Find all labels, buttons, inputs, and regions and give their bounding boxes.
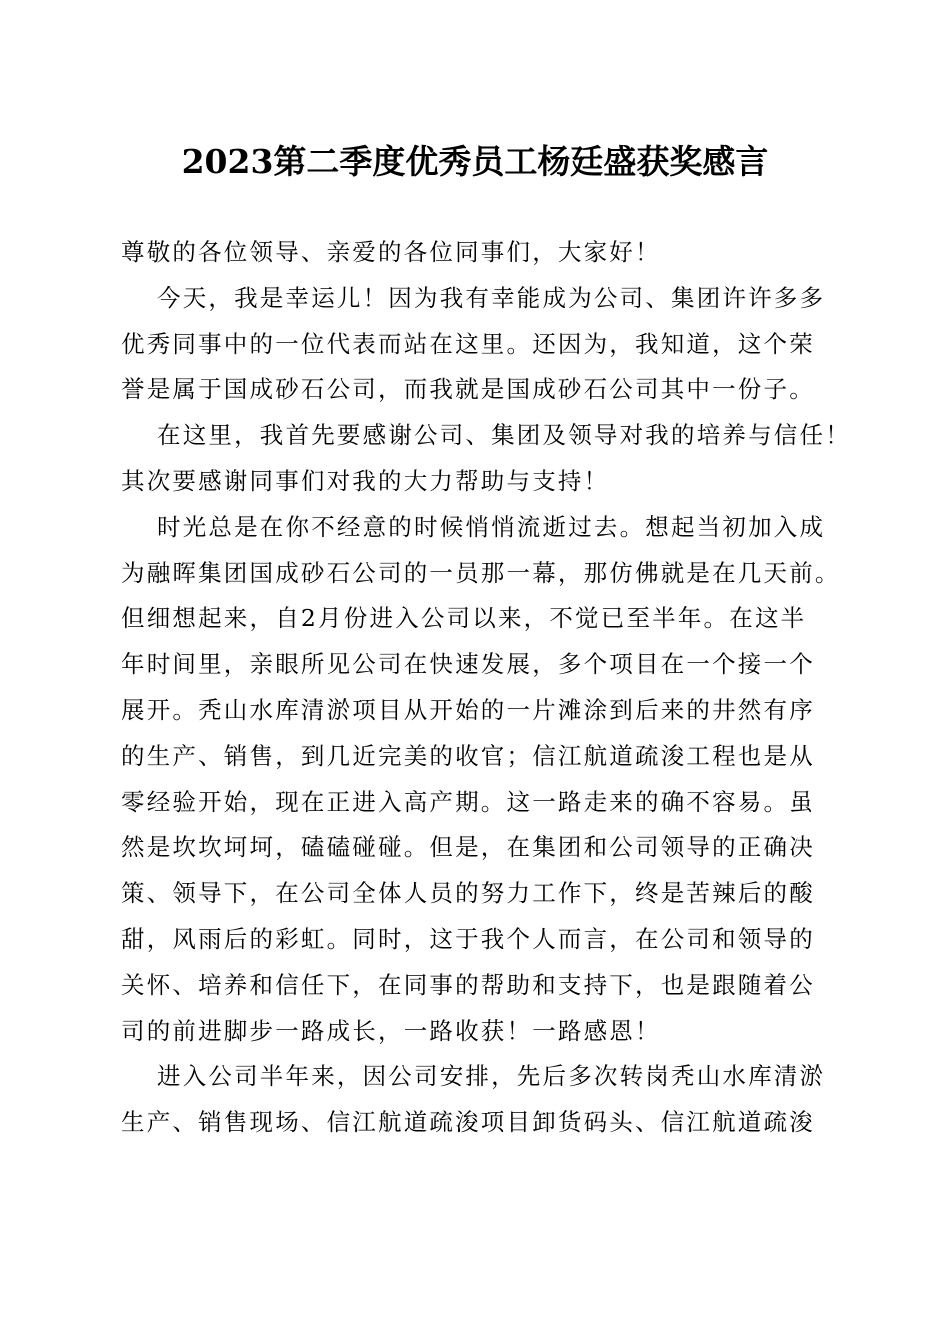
body-line: 其次要感谢同事们对我的大力帮助与支持！ xyxy=(121,466,610,495)
body-line: 生产、销售现场、信江航道疏浚项目卸货码头、信江航道疏浚 xyxy=(121,1108,815,1137)
document-body xyxy=(121,230,881,1146)
body-line: 今天，我是幸运儿！因为我有幸能成为公司、集团许许多多 xyxy=(157,283,826,312)
body-line: 关怀、培养和信任下，在同事的帮助和支持下，也是跟随着公 xyxy=(121,970,815,999)
body-line: 年时间里，亲眼所见公司在快速发展，多个项目在一个接一个 xyxy=(121,650,815,679)
body-line: 然是坎坎坷坷，磕磕碰碰。但是，在集团和公司领导的正确决 xyxy=(121,833,815,862)
body-line: 誉是属于国成砂石公司，而我就是国成砂石公司其中一份子。 xyxy=(121,375,815,404)
body-line: 优秀同事中的一位代表而站在这里。还因为，我知道，这个荣 xyxy=(121,329,815,358)
body-line: 为融晖集团国成砂石公司的一员那一幕，那仿佛就是在几天前。 xyxy=(121,558,841,587)
body-line: 零经验开始，现在正进入高产期。这一路走来的确不容易。虽 xyxy=(121,787,815,816)
body-line: 但细想起来，自2月份进入公司以来，不觉已至半年。在这半 xyxy=(121,604,807,633)
body-line: 甜，风雨后的彩虹。同时，这于我个人而言，在公司和领导的 xyxy=(121,924,815,953)
body-line: 时光总是在你不经意的时候悄悄流逝过去。想起当初加入成 xyxy=(157,512,826,541)
body-line: 的生产、销售，到几近完美的收官；信江航道疏浚工程也是从 xyxy=(121,741,815,770)
body-line: 司的前进脚步一路成长，一路收获！一路感恩！ xyxy=(121,1016,661,1045)
body-line: 在这里，我首先要感谢公司、集团及领导对我的培养与信任！ xyxy=(157,421,851,450)
body-line: 展开。秃山水库清淤项目从开始的一片滩涂到后来的井然有序 xyxy=(121,695,815,724)
document-title: 2023第二季度优秀员工杨廷盛获奖感言 xyxy=(181,142,769,181)
body-line: 进入公司半年来，因公司安排，先后多次转岗秃山水库清淤 xyxy=(157,1062,826,1091)
body-line: 尊敬的各位领导、亲爱的各位同事们，大家好！ xyxy=(121,238,661,266)
body-line: 策、领导下，在公司全体人员的努力工作下，终是苦辣后的酸 xyxy=(121,879,815,908)
